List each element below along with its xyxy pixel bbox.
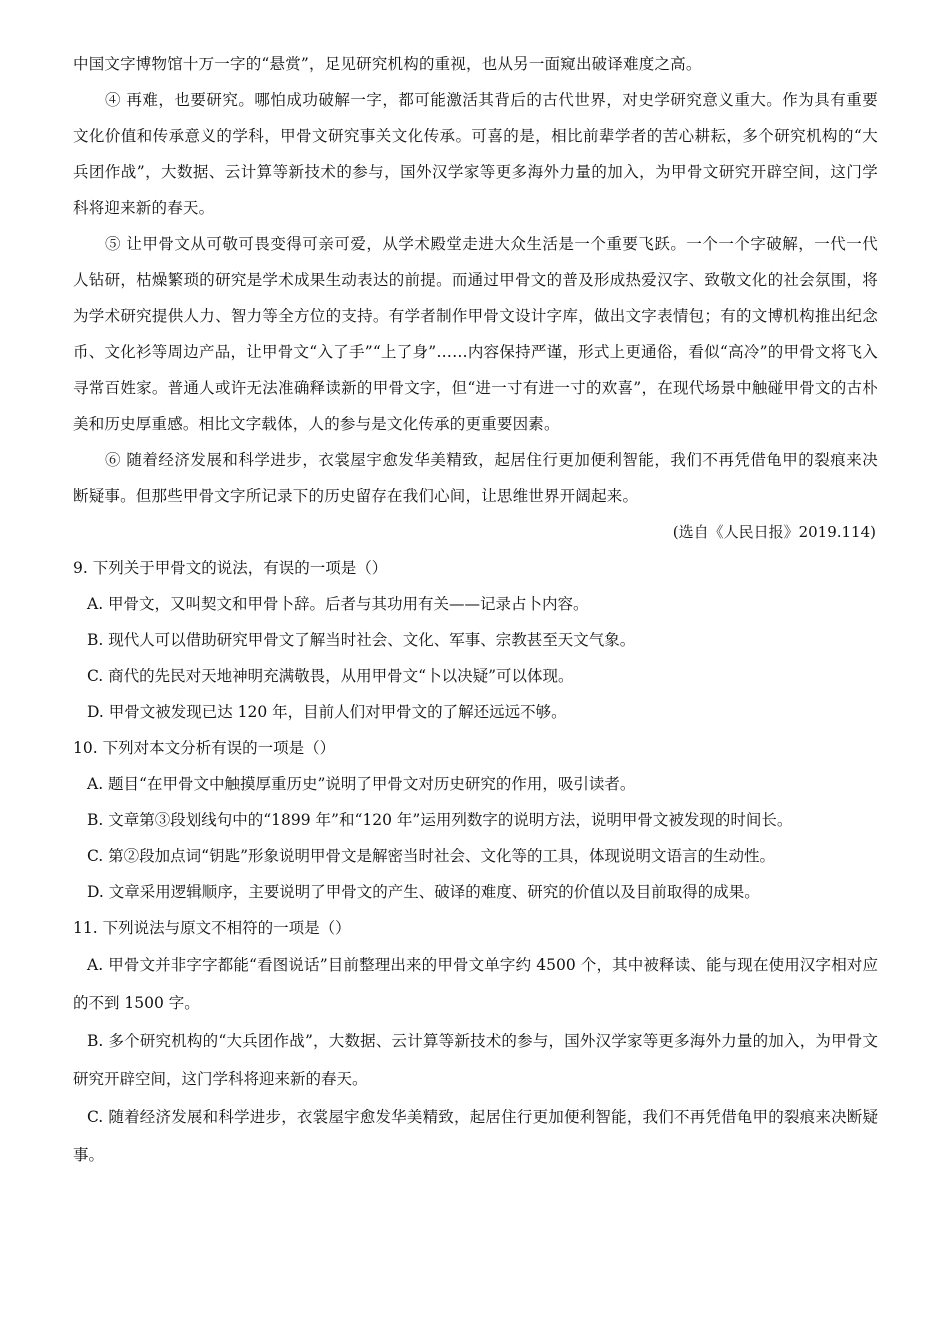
option-a: A. 题目“在甲骨文中触摸厚重历史”说明了甲骨文对历史研究的作用，吸引读者。 <box>87 775 636 793</box>
option-a: A. 甲骨文，又叫契文和甲骨卜辞。后者与其功用有关——记录占卜内容。 <box>87 595 589 613</box>
passage-paragraph-4: ④ 再难，也要研究。哪怕成功破解一字，都可能激活其背后的古代世界，对史学研究意义重大。作为具有重要文化价值和传承意义的学科，甲骨文研究事关文化传承。可喜的是，相比前辈学者的苦心耕耘，多个研究机构的“大兵团作战”，大数据、云计算等新技术的参与，国外汉学家等更多海外力量的加入，为甲骨文研究开辟空间，这门学科将迎来新的春天。 <box>73 91 878 217</box>
option-a: A. 甲骨文并非字字都能“看图说话”目前整理出来的甲骨文单字约 4500 个，其中被释读、能与现在使用汉字相对应的不到 1500 字。 <box>73 956 878 1012</box>
question-11 <box>73 910 878 1174</box>
passage-paragraph-continuation: 中国文字博物馆十万一字的“悬赏”，足见研究机构的重视，也从另一面窥出破译难度之高。 <box>73 55 702 73</box>
option-c: C. 第②段加点词“钥匙”形象说明甲骨文是解密当时社会、文化等的工具，体现说明文语言的生动性。 <box>87 847 776 865</box>
passage-source: (选自《人民日报》2019.114) <box>672 523 876 541</box>
passage-paragraph-6: ⑥ 随着经济发展和科学进步，衣裳屋宇愈发华美精致，起居住行更加便利智能，我们不再凭借龟甲的裂痕来决断疑事。但那些甲骨文字所记录下的历史留存在我们心间，让思维世界开阔起来。 <box>73 451 878 505</box>
option-c: C. 随着经济发展和科学进步，衣裳屋宇愈发华美精致，起居住行更加便利智能，我们不再凭借龟甲的裂痕来决断疑事。 <box>73 1108 878 1164</box>
question-stem: 9. 下列关于甲骨文的说法，有误的一项是（） <box>73 559 388 577</box>
option-b: B. 多个研究机构的“大兵团作战”，大数据、云计算等新技术的参与，国外汉学家等更多海外力量的加入，为甲骨文研究开辟空间，这门学科将迎来新的春天。 <box>73 1032 878 1088</box>
option-b: B. 文章第③段划线句中的“1899 年”和“120 年”运用列数字的说明方法，说明甲骨文被发现的时间长。 <box>87 811 793 829</box>
question-9 <box>73 550 878 730</box>
option-d: D. 文章采用逻辑顺序，主要说明了甲骨文的产生、破译的难度、研究的价值以及目前取得的成果。 <box>87 883 760 901</box>
option-c: C. 商代的先民对天地神明充满敬畏，从用甲骨文“卜以决疑”可以体现。 <box>87 667 574 685</box>
passage-paragraph-5: ⑤ 让甲骨文从可敬可畏变得可亲可爱，从学术殿堂走进大众生活是一个重要飞跃。一个一个字破解，一代一代人钻研，枯燥繁琐的研究是学术成果生动表达的前提。而通过甲骨文的普及形成热爱汉字、致敬文化的社会氛围，将为学术研究提供人力、智力等全方位的支持。有学者制作甲骨文设计字库，做出文字表情包；有的文博机构推出纪念币、文化衫等周边产品，让甲骨文“入了手”“上了身”……内容保持严谨，形式上更通俗，看似“高冷”的甲骨文将飞入寻常百姓家。普通人或许无法准确释读新的甲骨文字，但“进一寸有进一寸的欢喜”，在现代场景中触碰甲骨文的古朴美和历史厚重感。相比文字载体，人的参与是文化传承的更重要因素。 <box>73 235 878 433</box>
document-page <box>73 46 878 1174</box>
question-stem: 11. 下列说法与原文不相符的一项是（） <box>73 919 351 937</box>
question-10 <box>73 730 878 910</box>
option-d: D. 甲骨文被发现已达 120 年，目前人们对甲骨文的了解还远远不够。 <box>87 703 567 721</box>
option-b: B. 现代人可以借助研究甲骨文了解当时社会、文化、军事、宗教甚至天文气象。 <box>87 631 636 649</box>
question-stem: 10. 下列对本文分析有误的一项是（） <box>73 739 336 757</box>
